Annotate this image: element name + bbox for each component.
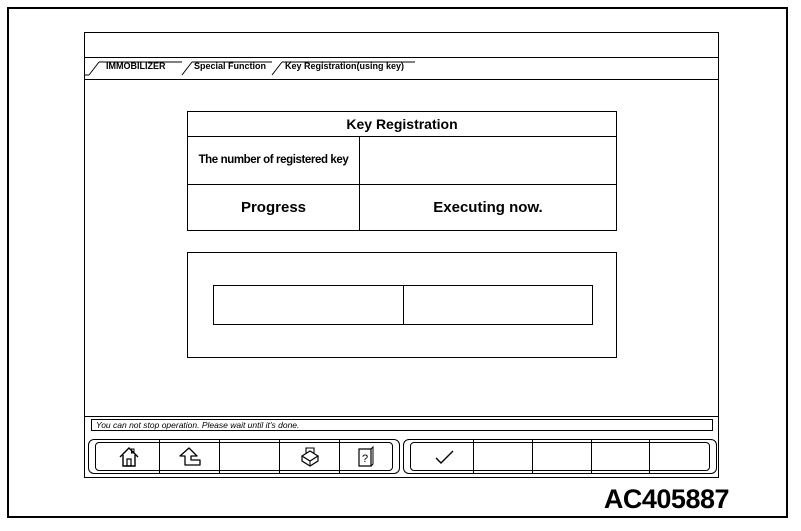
blank-button-2[interactable] xyxy=(473,440,532,473)
help-icon-glyph: ? xyxy=(361,452,368,465)
registered-key-count-value xyxy=(360,136,616,184)
home-icon xyxy=(117,445,141,469)
progress-panel xyxy=(187,252,617,358)
blank-button-1[interactable] xyxy=(219,440,279,473)
back-button[interactable] xyxy=(159,440,219,473)
blank-button-3[interactable] xyxy=(532,440,591,473)
progress-value: Executing now. xyxy=(433,198,543,216)
status-message: You can not stop operation. Please wait until it's done. xyxy=(91,419,713,431)
right-button-group xyxy=(403,439,717,474)
progress-bar xyxy=(213,285,593,325)
checkmark-icon xyxy=(432,447,456,467)
progress-bar-divider xyxy=(403,286,404,324)
back-arrow-icon xyxy=(177,445,203,469)
figure-code: AC405887 xyxy=(603,484,729,514)
help-icon xyxy=(355,445,377,469)
button-bar xyxy=(85,436,718,478)
key-registration-table xyxy=(187,111,617,231)
confirm-button[interactable] xyxy=(414,440,473,473)
left-button-group xyxy=(88,439,400,474)
table-row xyxy=(188,184,616,230)
table-row xyxy=(188,136,616,185)
breadcrumb-special-function[interactable]: Special Function xyxy=(194,61,267,71)
printer-icon xyxy=(297,445,323,469)
blank-button-4[interactable] xyxy=(591,440,649,473)
app-screen xyxy=(84,32,719,478)
registered-key-count-label: The number of registered key xyxy=(188,136,360,184)
key-registration-title: Key Registration xyxy=(188,112,616,137)
breadcrumb xyxy=(85,57,718,80)
help-button[interactable] xyxy=(339,440,391,473)
status-bar xyxy=(85,416,718,435)
blank-button-5[interactable] xyxy=(649,440,707,473)
progress-label: Progress xyxy=(188,184,360,230)
title-bar xyxy=(85,33,718,58)
breadcrumb-immobilizer[interactable]: IMMOBILIZER xyxy=(106,61,166,71)
print-button[interactable] xyxy=(279,440,339,473)
home-button[interactable] xyxy=(99,440,159,473)
breadcrumb-key-registration: Key Registration(using key) xyxy=(285,61,405,71)
